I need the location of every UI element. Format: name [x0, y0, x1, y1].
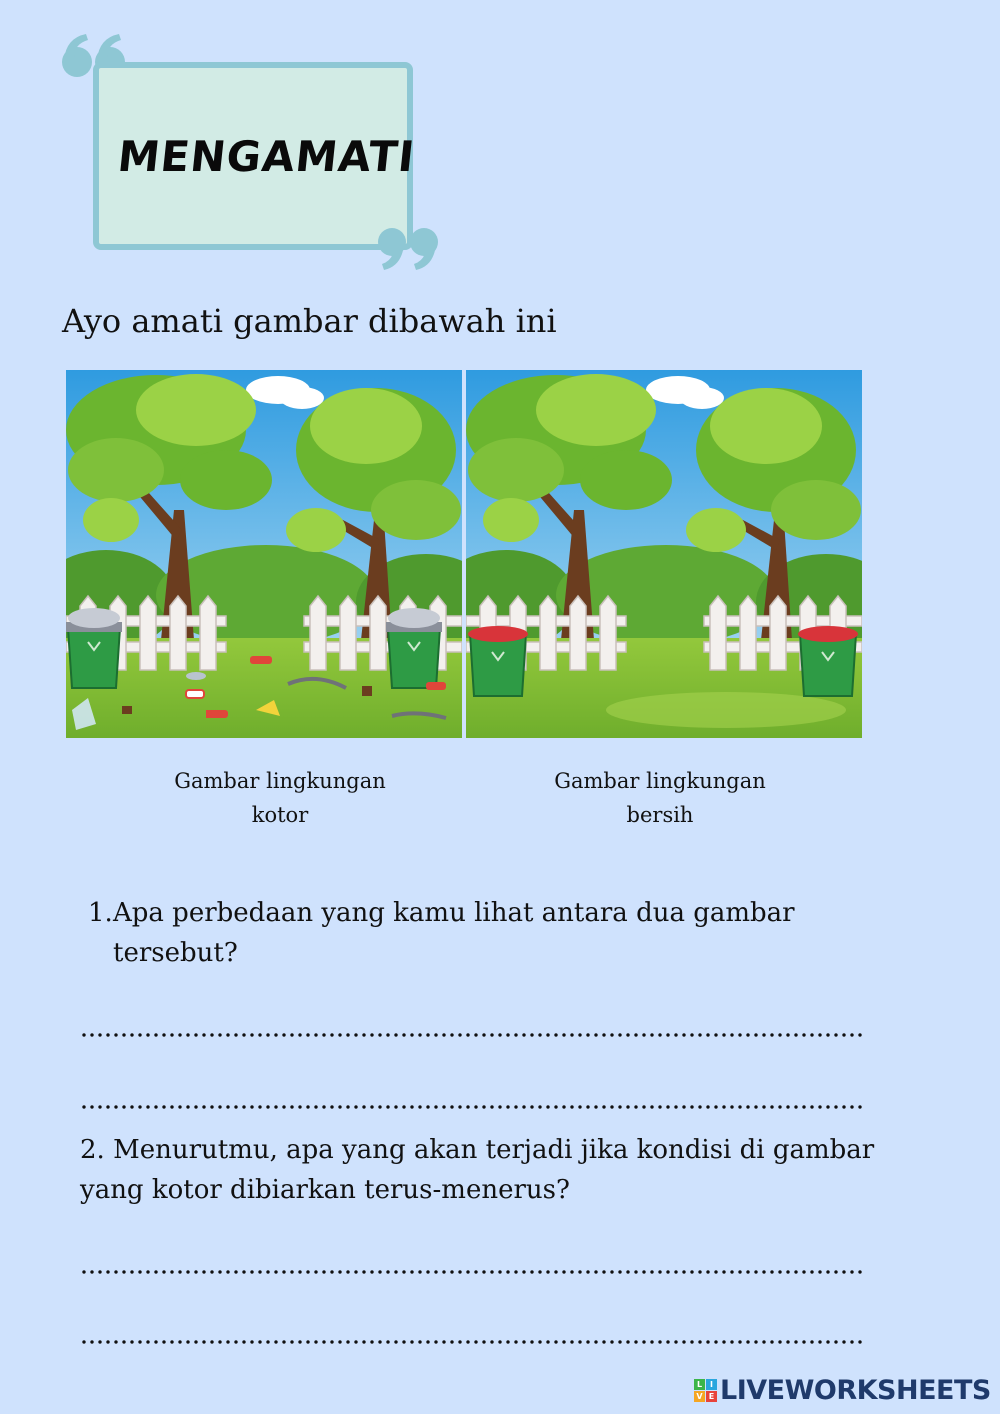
question-line: tersebut? — [113, 938, 238, 968]
liveworksheets-logo — [694, 1373, 991, 1407]
answer-line-1a[interactable] — [80, 1031, 862, 1039]
close-quote-icon — [376, 224, 442, 274]
question-line: Apa perbedaan yang kamu lihat antara dua gambar — [113, 898, 795, 928]
question-number: 1. — [88, 898, 113, 928]
logo-tile: V — [694, 1391, 705, 1402]
caption-line: bersih — [626, 803, 694, 827]
answer-line-2a[interactable] — [80, 1268, 862, 1276]
question-line: yang kotor dibiarkan terus-menerus? — [80, 1175, 570, 1205]
clean-image-caption — [510, 764, 810, 832]
logo-tile: E — [706, 1391, 717, 1402]
question-line: 2. Menurutmu, apa yang akan terjadi jika kondisi di gambar — [80, 1135, 875, 1165]
answer-line-1b[interactable] — [80, 1103, 862, 1111]
caption-line: kotor — [251, 803, 309, 827]
logo-text: LIVEWORKSHEETS — [720, 1374, 991, 1406]
caption-line: Gambar lingkungan — [174, 769, 386, 793]
question-text — [113, 893, 873, 973]
logo-tile: L — [694, 1379, 705, 1390]
question-2 — [80, 1130, 900, 1210]
logo-tile: I — [706, 1379, 717, 1390]
caption-line: Gambar lingkungan — [554, 769, 766, 793]
intro-text: Ayo amati gambar dibawah ini — [62, 302, 557, 340]
page-title: MENGAMATI — [115, 132, 418, 181]
dirty-image-caption — [130, 764, 430, 832]
answer-line-2b[interactable] — [80, 1338, 862, 1346]
clean-environment-image — [466, 370, 862, 738]
logo-mark-icon — [694, 1379, 717, 1402]
dirty-environment-image — [66, 370, 462, 738]
